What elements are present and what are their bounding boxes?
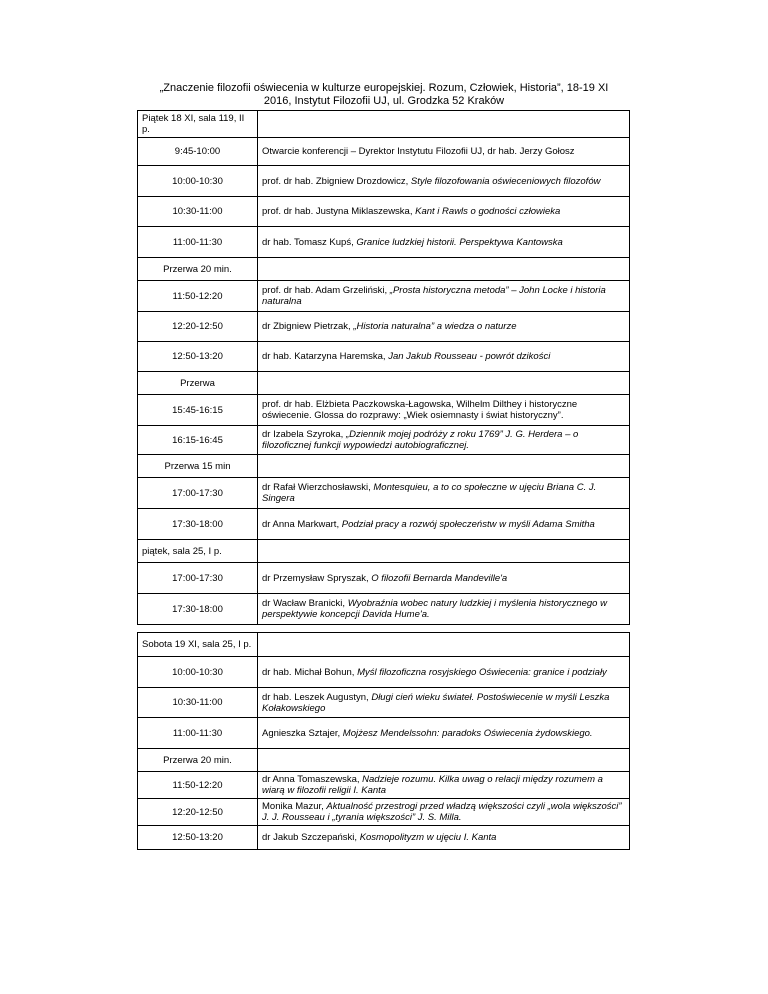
speaker-name: dr Przemysław Spryszak, — [262, 572, 372, 584]
talk-title: Granice ludzkiej historii. Perspektywa Kantowska — [356, 236, 563, 248]
talk-title: Kosmopolityzm w ujęciu I. Kanta — [359, 832, 497, 843]
table-row — [138, 166, 630, 197]
time-slot: 11:00-11:30 — [138, 718, 258, 749]
table-row — [138, 372, 630, 395]
speaker-name: dr Rafał Wierzchosławski, — [262, 482, 374, 493]
title-line-1: „Znaczenie filozofii oświecenia w kulturze europejskiej. Rozum, Człowiek, Historia”, 18-19 XI — [159, 82, 609, 94]
day-header-empty — [258, 633, 630, 657]
time-slot: 10:30-11:00 — [138, 197, 258, 227]
schedule-table-day1 — [137, 110, 630, 625]
speaker-name: dr Wacław Branicki, — [262, 598, 348, 609]
table-row — [138, 342, 630, 372]
talk-cell — [258, 772, 630, 799]
speaker-name: Monika Mazur, — [262, 801, 327, 812]
talk-cell — [258, 166, 630, 197]
time-slot: 9:45-10:00 — [138, 138, 258, 166]
speaker-name: dr hab. Leszek Augustyn, — [262, 691, 372, 703]
talk-cell — [258, 657, 630, 688]
talk-cell — [258, 509, 630, 540]
table-row — [138, 281, 630, 312]
talk-cell — [258, 718, 630, 749]
table-row — [138, 718, 630, 749]
break-label: Przerwa 20 min. — [138, 258, 258, 281]
break-empty — [258, 258, 630, 281]
talk-cell — [258, 227, 630, 258]
speaker-name: dr Anna Markwart, — [262, 518, 342, 530]
talk-cell — [258, 312, 630, 342]
speaker-name: dr hab. Michał Bohun, — [262, 666, 358, 678]
break-empty — [258, 455, 630, 478]
talk-cell — [258, 395, 630, 426]
subheader-empty — [258, 540, 630, 563]
time-slot: 12:20-12:50 — [138, 799, 258, 826]
time-slot: 11:50-12:20 — [138, 281, 258, 312]
break-label: Przerwa — [138, 372, 258, 395]
talk-title: Kant i Rawls o godności człowieka — [415, 206, 561, 217]
speaker-name: dr hab. Tomasz Kupś, — [262, 236, 357, 248]
talk-cell — [258, 426, 630, 455]
talk-cell — [258, 478, 630, 509]
table-row — [138, 594, 630, 625]
talk-cell — [258, 799, 630, 826]
table-row — [138, 227, 630, 258]
table-row — [138, 688, 630, 718]
talk-title: Style filozofowania oświeceniowych filozofów — [410, 175, 601, 187]
time-slot: 17:30-18:00 — [138, 594, 258, 625]
talk-title: O filozofii Bernarda Mandeville'a — [371, 572, 508, 584]
table-row — [138, 426, 630, 455]
speaker-name: prof. dr hab. Adam Grzeliński, — [262, 285, 390, 296]
table-row — [138, 540, 630, 563]
table-row — [138, 197, 630, 227]
time-slot: 10:00-10:30 — [138, 166, 258, 197]
talk-cell — [258, 342, 630, 372]
speaker-name: dr Zbigniew Pietrzak, — [262, 321, 354, 332]
speaker-name: Agnieszka Sztajer, — [262, 727, 343, 739]
talk-cell — [258, 563, 630, 594]
time-slot: 17:30-18:00 — [138, 509, 258, 540]
talk-title: Podział pracy a rozwój społeczeństw w myśli Adama Smitha — [341, 518, 595, 530]
talk-title: Mojżesz Mendelssohn: paradoks Oświecenia żydowskiego. — [342, 727, 593, 739]
table-row — [138, 799, 630, 826]
speaker-name: prof. dr hab. Elżbieta Paczkowska-Łagowska, Wilhelm Dilthey i historyczne oświecenie. Glossa do rozprawy: „Wiek osiemnasty i świat historyczny”. — [262, 399, 578, 421]
talk-title: Aktualność przestrogi przed władzą większości czyli „wola większości” J. J. Rousseau i „tyrania większości” J. S. Milla. — [262, 801, 622, 823]
talk-title: „Dziennik mojej podróży z roku 1769” J. G. Herdera – o filozoficznej funkcji wypowiedzi autobiograficznej. — [262, 429, 579, 451]
talk-title: Myśl filozoficzna rosyjskiego Oświecenia: granice i podziały — [357, 666, 607, 678]
speaker-name: dr Izabela Szyroka, — [262, 429, 346, 440]
talk-cell — [258, 826, 630, 850]
time-slot: 12:50-13:20 — [138, 342, 258, 372]
time-slot: 12:50-13:20 — [138, 826, 258, 850]
time-slot: 11:00-11:30 — [138, 227, 258, 258]
talk-title: „Prosta historyczna metoda” – John Locke i historia naturalna — [262, 285, 606, 307]
time-slot: 10:00-10:30 — [138, 657, 258, 688]
table-row — [138, 657, 630, 688]
talk-cell — [258, 688, 630, 718]
time-slot: 15:45-16:15 — [138, 395, 258, 426]
talk-cell — [258, 197, 630, 227]
day-header: Sobota 19 XI, sala 25, I p. — [138, 633, 258, 657]
speaker-name: dr hab. Katarzyna Haremska, — [262, 351, 389, 362]
talk-title: Długi cień wieku świateł. Postoświecenie w myśli Leszka Kołakowskiego — [262, 691, 610, 714]
title-line-2: 2016, Instytut Filozofii UJ, ul. Grodzka 52 Kraków — [263, 95, 505, 107]
table-row — [138, 478, 630, 509]
talk-cell — [258, 138, 630, 166]
break-empty — [258, 372, 630, 395]
document-title — [120, 82, 648, 108]
time-slot: 12:20-12:50 — [138, 312, 258, 342]
time-slot: 10:30-11:00 — [138, 688, 258, 718]
break-label: Przerwa 20 min. — [138, 749, 258, 772]
time-slot: 16:15-16:45 — [138, 426, 258, 455]
table-row — [138, 138, 630, 166]
table-row — [138, 509, 630, 540]
speaker-name: prof. dr hab. Justyna Miklaszewska, — [262, 206, 416, 217]
table-row — [138, 772, 630, 799]
break-label: Przerwa 15 min — [138, 455, 258, 478]
table-row — [138, 749, 630, 772]
schedule-table-day2 — [137, 632, 630, 850]
time-slot: 11:50-12:20 — [138, 772, 258, 799]
speaker-name: dr Anna Tomaszewska, — [262, 774, 363, 785]
speaker-name: Otwarcie konferencji – Dyrektor Instytutu Filozofii UJ, dr hab. Jerzy Gołosz — [262, 146, 575, 157]
speaker-name: prof. dr hab. Zbigniew Drozdowicz, — [262, 175, 411, 187]
break-empty — [258, 749, 630, 772]
talk-cell — [258, 281, 630, 312]
day-header: Piątek 18 XI, sala 119, II p. — [138, 111, 258, 138]
time-slot: 17:00-17:30 — [138, 563, 258, 594]
table-row — [138, 395, 630, 426]
talk-title: Montesquieu, a to co społeczne w ujęciu Briana C. J. Singera — [262, 482, 597, 504]
table-row — [138, 826, 630, 850]
time-slot: 17:00-17:30 — [138, 478, 258, 509]
talk-title: Wyobraźnia wobec natury ludzkiej i myślenia historycznego w perspektywie koncepcji Davida Hume'a. — [262, 598, 607, 620]
room-subheader: piątek, sala 25, I p. — [138, 540, 258, 563]
talk-title: Nadzieje rozumu. Kilka uwag o relacji między rozumem a wiarą w filozofii religii I. Kanta — [262, 774, 603, 796]
talk-title: Jan Jakub Rousseau - powrót dzikości — [388, 351, 551, 362]
table-row — [138, 312, 630, 342]
talk-title: „Historia naturalna” a wiedza o naturze — [353, 321, 517, 332]
talk-cell — [258, 594, 630, 625]
table-row — [138, 563, 630, 594]
table-row — [138, 455, 630, 478]
day-header-empty — [258, 111, 630, 138]
table-row — [138, 258, 630, 281]
speaker-name: dr Jakub Szczepański, — [262, 832, 360, 843]
